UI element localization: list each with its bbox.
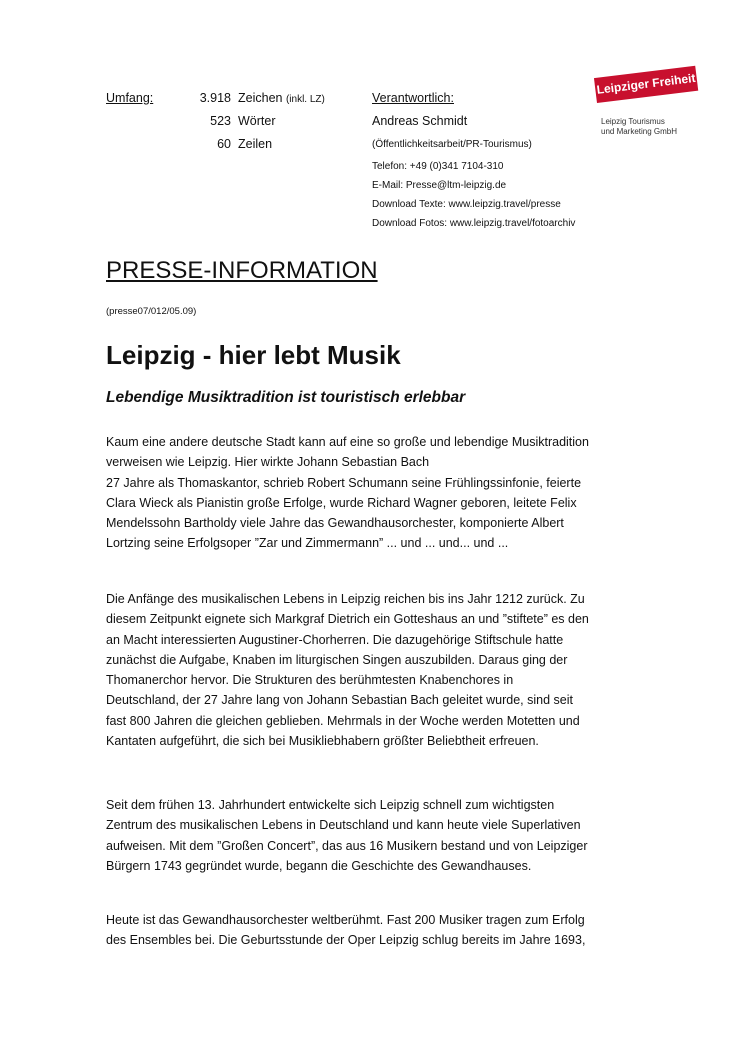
contact-name: Andreas Schmidt (372, 114, 468, 128)
contact-phone: Telefon: +49 (0)341 7104-310 (372, 161, 504, 172)
contact-role: (Öffentlichkeitsarbeit/PR-Tourismus) (372, 139, 532, 150)
logo-subtitle: Leipzig Tourismus und Marketing GmbH (601, 117, 678, 136)
page-subtitle: Lebendige Musiktradition ist touristisch erlebbar (106, 389, 466, 406)
paragraph-1 (106, 432, 589, 554)
text-line: Bürgern 1743 gegründet wurde, begann die Geschichte des Gewandhauses. (106, 858, 532, 873)
press-reference: (presse07/012/05.09) (106, 306, 197, 317)
download-texte-link[interactable]: Download Texte: www.leipzig.travel/presse (372, 199, 561, 210)
paragraph-2 (106, 589, 589, 751)
text-line: Lortzing seine Erfolgsoper ”Zar und Zimmermann” ... und ... und... und ... (106, 536, 509, 551)
text-line: Heute ist das Gewandhausorchester weltberühmt. Fast 200 Musiker tragen zum Erfolg (106, 913, 585, 927)
contact-email[interactable]: E-Mail: Presse@ltm-leipzig.de (372, 180, 507, 191)
text-line: Kantaten aufgeführt, die sich bei Musikliebhabern größter Beliebtheit erfreuen. (106, 734, 539, 749)
zeilen-label: Zeilen (238, 137, 273, 151)
text-line: zunächst die Aufgabe, Knaben im liturgischen Singen auszubilden. Daraus ging der (106, 652, 568, 667)
umfang-label: Umfang: (106, 91, 154, 105)
text-line: Mendelssohn Bartholdy viele Jahre das Gewandhausorchester, komponierte Albert (106, 516, 564, 531)
text-line: Zentrum des musikalischen Lebens in Deutschland und kann heute viele Superlativen (106, 818, 581, 833)
text-line: Deutschland, der 27 Jahre lang von Johann Sebastian Bach geleitet wurde, sind seit (106, 693, 573, 708)
text-line: an Macht interessierten Augustiner-Chorherren. Die dazugehörige Stiftschule hatte (106, 632, 564, 647)
download-fotos-link[interactable]: Download Fotos: www.leipzig.travel/fotoarchiv (372, 218, 576, 229)
paragraph-3 (106, 795, 588, 876)
text-line: Die Anfänge des musikalischen Lebens in Leipzig reichen bis ins Jahr 1212 zurück. Zu (106, 592, 585, 606)
text-line: diesem Zeitpunkt eignete sich Markgraf Dietrich ein Gotteshaus an und ”stiftete” es den (106, 612, 589, 627)
zeichen-label: Zeichen (inkl. LZ) (238, 91, 325, 105)
woerter-count: 523 (210, 114, 231, 128)
text-line: 27 Jahre als Thomaskantor, schrieb Robert Schumann seine Frühlingssinfonie, feierte (106, 475, 582, 490)
leipziger-freiheit-logo: Leipziger Freiheit (594, 66, 698, 103)
zeilen-count: 60 (217, 137, 231, 151)
text-line: des Ensembles bei. Die Geburtsstunde der Oper Leipzig schlug bereits im Jahre 1693, (106, 933, 586, 948)
text-line: fast 800 Jahren die gleichen geblieben. Mehrmals in der Woche werden Motetten und (106, 713, 580, 728)
text-line: Seit dem frühen 13. Jahrhundert entwickelte sich Leipzig schnell zum wichtigsten (106, 798, 555, 812)
zeichen-count: 3.918 (199, 91, 231, 105)
text-line: verweisen wie Leipzig. Hier wirkte Johann Sebastian Bach (106, 455, 430, 470)
verantwortlich-label: Verantwortlich: (372, 91, 454, 105)
woerter-label: Wörter (238, 114, 276, 128)
text-line: Clara Wieck als Pianistin große Erfolge, wurde Richard Wagner geboren, leitete Felix (106, 495, 577, 510)
text-line: Thomanerchor hervor. Die Strukturen des berühmtesten Knabenchores in (106, 673, 514, 688)
text-line: Kaum eine andere deutsche Stadt kann auf eine so große und lebendige Musiktradition (106, 435, 589, 449)
page-title: Leipzig - hier lebt Musik (106, 340, 401, 370)
section-heading: PRESSE-INFORMATION (106, 257, 378, 284)
text-line: aufweisen. Mit dem ”Großen Concert”, das aus 16 Musikern bestand und von Leipziger (106, 838, 588, 853)
paragraph-4 (106, 910, 585, 951)
